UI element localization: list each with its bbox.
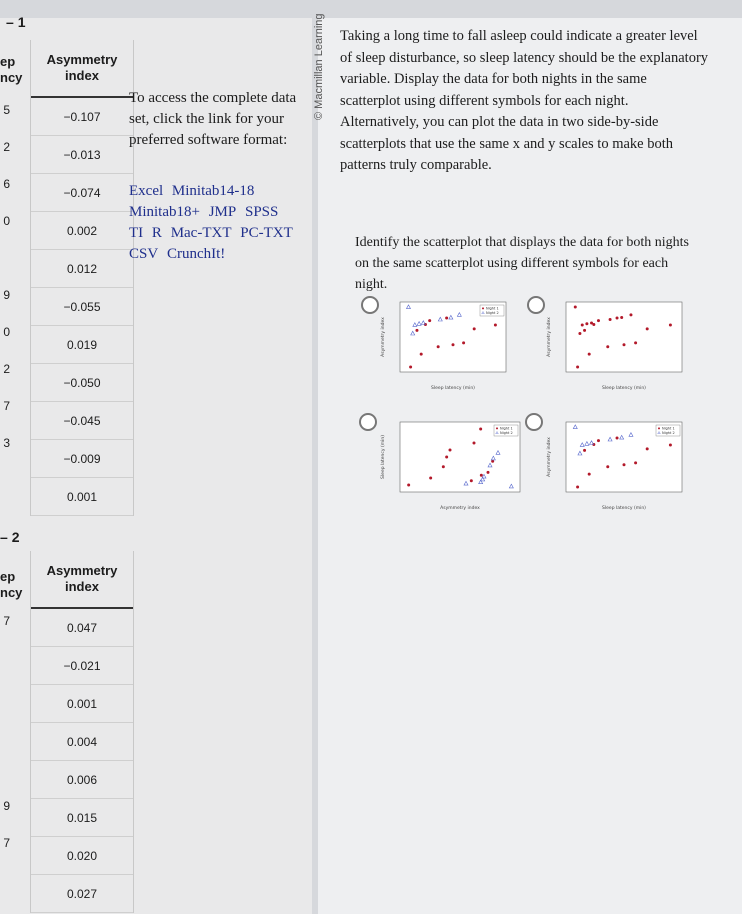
data-point [445,456,448,459]
data-point [616,316,619,319]
table-row: −0.050 [31,364,133,402]
data-point [442,465,445,468]
format-link[interactable]: CSV [129,246,159,262]
table-row: 0.047 [31,609,133,647]
format-link[interactable]: Mac-TXT [170,225,232,241]
data-point [452,343,455,346]
night1-asymmetry-header [31,40,133,98]
night1-header-line2: index [65,68,99,83]
format-link[interactable]: JMP [208,204,237,220]
data-point [588,353,591,356]
table-row: −0.021 [31,647,133,685]
table-row: −0.074 [31,174,133,212]
y-axis-label: Asymmetry index [381,317,386,357]
data-point [437,345,440,348]
data-point [629,313,632,316]
table-row: 0.001 [31,685,133,723]
data-point [623,463,626,466]
software-format-links [129,181,304,265]
data-point [634,461,637,464]
data-point [583,329,586,332]
night2-asymmetry-header [31,551,133,609]
format-link[interactable]: TI [129,225,144,241]
y-axis-label: Asymmetry index [547,437,552,477]
format-link[interactable]: Excel [129,183,164,199]
night2-number: 2 [11,529,20,545]
night1-number: 1 [17,14,26,30]
data-point [576,365,579,368]
table-row: −0.107 [31,98,133,136]
format-link[interactable]: PC-TXT [240,225,293,241]
data-point [623,343,626,346]
table-row: −0.013 [31,136,133,174]
latency-value: 9 [3,288,10,302]
night2-latency-header [0,569,23,601]
night2-header-line1: Asymmetry [46,563,118,578]
night2-label [0,529,19,545]
data-point [409,365,412,368]
format-link[interactable]: CrunchIt! [166,246,226,262]
latency-value: 0 [3,214,10,228]
option-d-radio[interactable] [525,413,543,431]
night1-latency-header-line2: ncy [0,70,23,85]
table-row: −0.055 [31,288,133,326]
legend-night2: Night 2 [662,431,675,435]
data-point [646,447,649,450]
night1-dash: – [6,14,18,30]
table-row: 0.002 [31,212,133,250]
night2-header-line2: index [65,579,99,594]
x-axis-label: Asymmetry index [440,506,480,511]
data-point [581,323,584,326]
data-point [609,318,612,321]
legend-night2: Night 2 [486,311,499,315]
latency-value: 0 [3,325,10,339]
y-axis-label: Sleep latency (min) [381,435,386,479]
night2-latency-header-line2: ncy [0,585,23,600]
table-row: 0.004 [31,723,133,761]
night1-label [6,14,25,30]
data-point [480,474,483,477]
data-point [669,323,672,326]
format-link[interactable]: Minitab14-18 [171,183,255,199]
data-point [585,322,588,325]
question-text: Identify the scatterplot that displays the data for both nights on the same scatterplot using different symbols for each night. [355,235,689,292]
table-row: 0.019 [31,326,133,364]
x-axis-label: Sleep latency (min) [431,386,475,391]
format-link[interactable]: Minitab18+ [129,204,200,220]
table-row: 0.001 [31,478,133,516]
data-point [487,471,490,474]
night1-asymmetry-table [30,40,134,516]
table-row: 0.006 [31,761,133,799]
data-point [479,428,482,431]
latency-value: 2 [3,362,10,376]
data-point [574,306,577,309]
option-c-radio[interactable] [359,413,377,431]
option-d-scatterplot [542,416,688,512]
data-point [429,477,432,480]
legend-night1: Night 1 [662,426,675,431]
night2-asymmetry-table [30,551,134,913]
instruction-paragraph: Taking a long time to fall asleep could indicate a greater level of sleep disturbance, so sleep latency should be the explanatory variable. Display the data for both nights in the same scatterplot using different symbols for each night. Alternatively, you can plot the data in two side-by-side scatterplots that use the same x and y scales to make both patterns truly comparable. [340,28,709,173]
table-row: 0.015 [31,799,133,837]
data-point [420,353,423,356]
data-point [462,341,465,344]
option-a-scatterplot [376,296,512,392]
data-point [597,439,600,442]
legend-night2: Night 2 [500,431,513,435]
format-link[interactable]: R [151,225,162,241]
night1-latency-header [0,54,23,86]
data-point [470,479,473,482]
legend-night1: Night 1 [486,306,499,311]
option-b-scatterplot [542,296,688,392]
latency-value: 7 [3,836,10,850]
legend-night1: Night 1 [500,426,513,431]
night2-rows [31,609,133,913]
x-axis-label: Sleep latency (min) [602,506,646,511]
data-point [578,332,581,335]
macmillan-watermark: © Macmillan Learning [313,13,325,120]
night1-latency-header-line1: ep [0,54,16,69]
latency-value: 7 [3,399,10,413]
data-point [646,327,649,330]
option-c-scatterplot [376,416,526,512]
data-point [407,484,410,487]
format-link[interactable]: SPSS [245,204,279,220]
plot-frame [566,302,682,372]
data-point [473,442,476,445]
legend-marker-night1 [496,427,498,429]
data-point [606,465,609,468]
night1-header-line1: Asymmetry [46,52,118,67]
table-row: −0.009 [31,440,133,478]
table-row: 0.020 [31,837,133,875]
night2-latency-header-line1: ep [0,569,16,584]
table-row: 0.012 [31,250,133,288]
data-point [576,485,579,488]
data-point [428,319,431,322]
latency-value: 9 [3,799,10,813]
latency-value: 2 [3,140,10,154]
latency-value: 5 [3,103,10,117]
access-instructions: To access the complete data set, click the link for your preferred software format: [129,90,297,148]
data-point [588,473,591,476]
data-point [606,345,609,348]
data-point [449,449,452,452]
data-point [597,319,600,322]
data-point [494,323,497,326]
legend-marker-night1 [658,427,660,429]
y-axis-label: Asymmetry index [547,317,552,357]
night1-rows [31,98,133,516]
table-row: 0.027 [31,875,133,913]
data-point [669,443,672,446]
data-point [473,327,476,330]
data-point [445,316,448,319]
data-point [583,449,586,452]
table-row: −0.045 [31,402,133,440]
data-point [634,341,637,344]
latency-value: 3 [3,436,10,450]
legend-marker-night1 [482,307,484,309]
data-point [620,316,623,319]
latency-value: 6 [3,177,10,191]
latency-value: 7 [3,614,10,628]
data-point [592,323,595,326]
x-axis-label: Sleep latency (min) [602,386,646,391]
data-point [415,329,418,332]
data-point [616,436,619,439]
night2-dash: – [0,529,12,545]
